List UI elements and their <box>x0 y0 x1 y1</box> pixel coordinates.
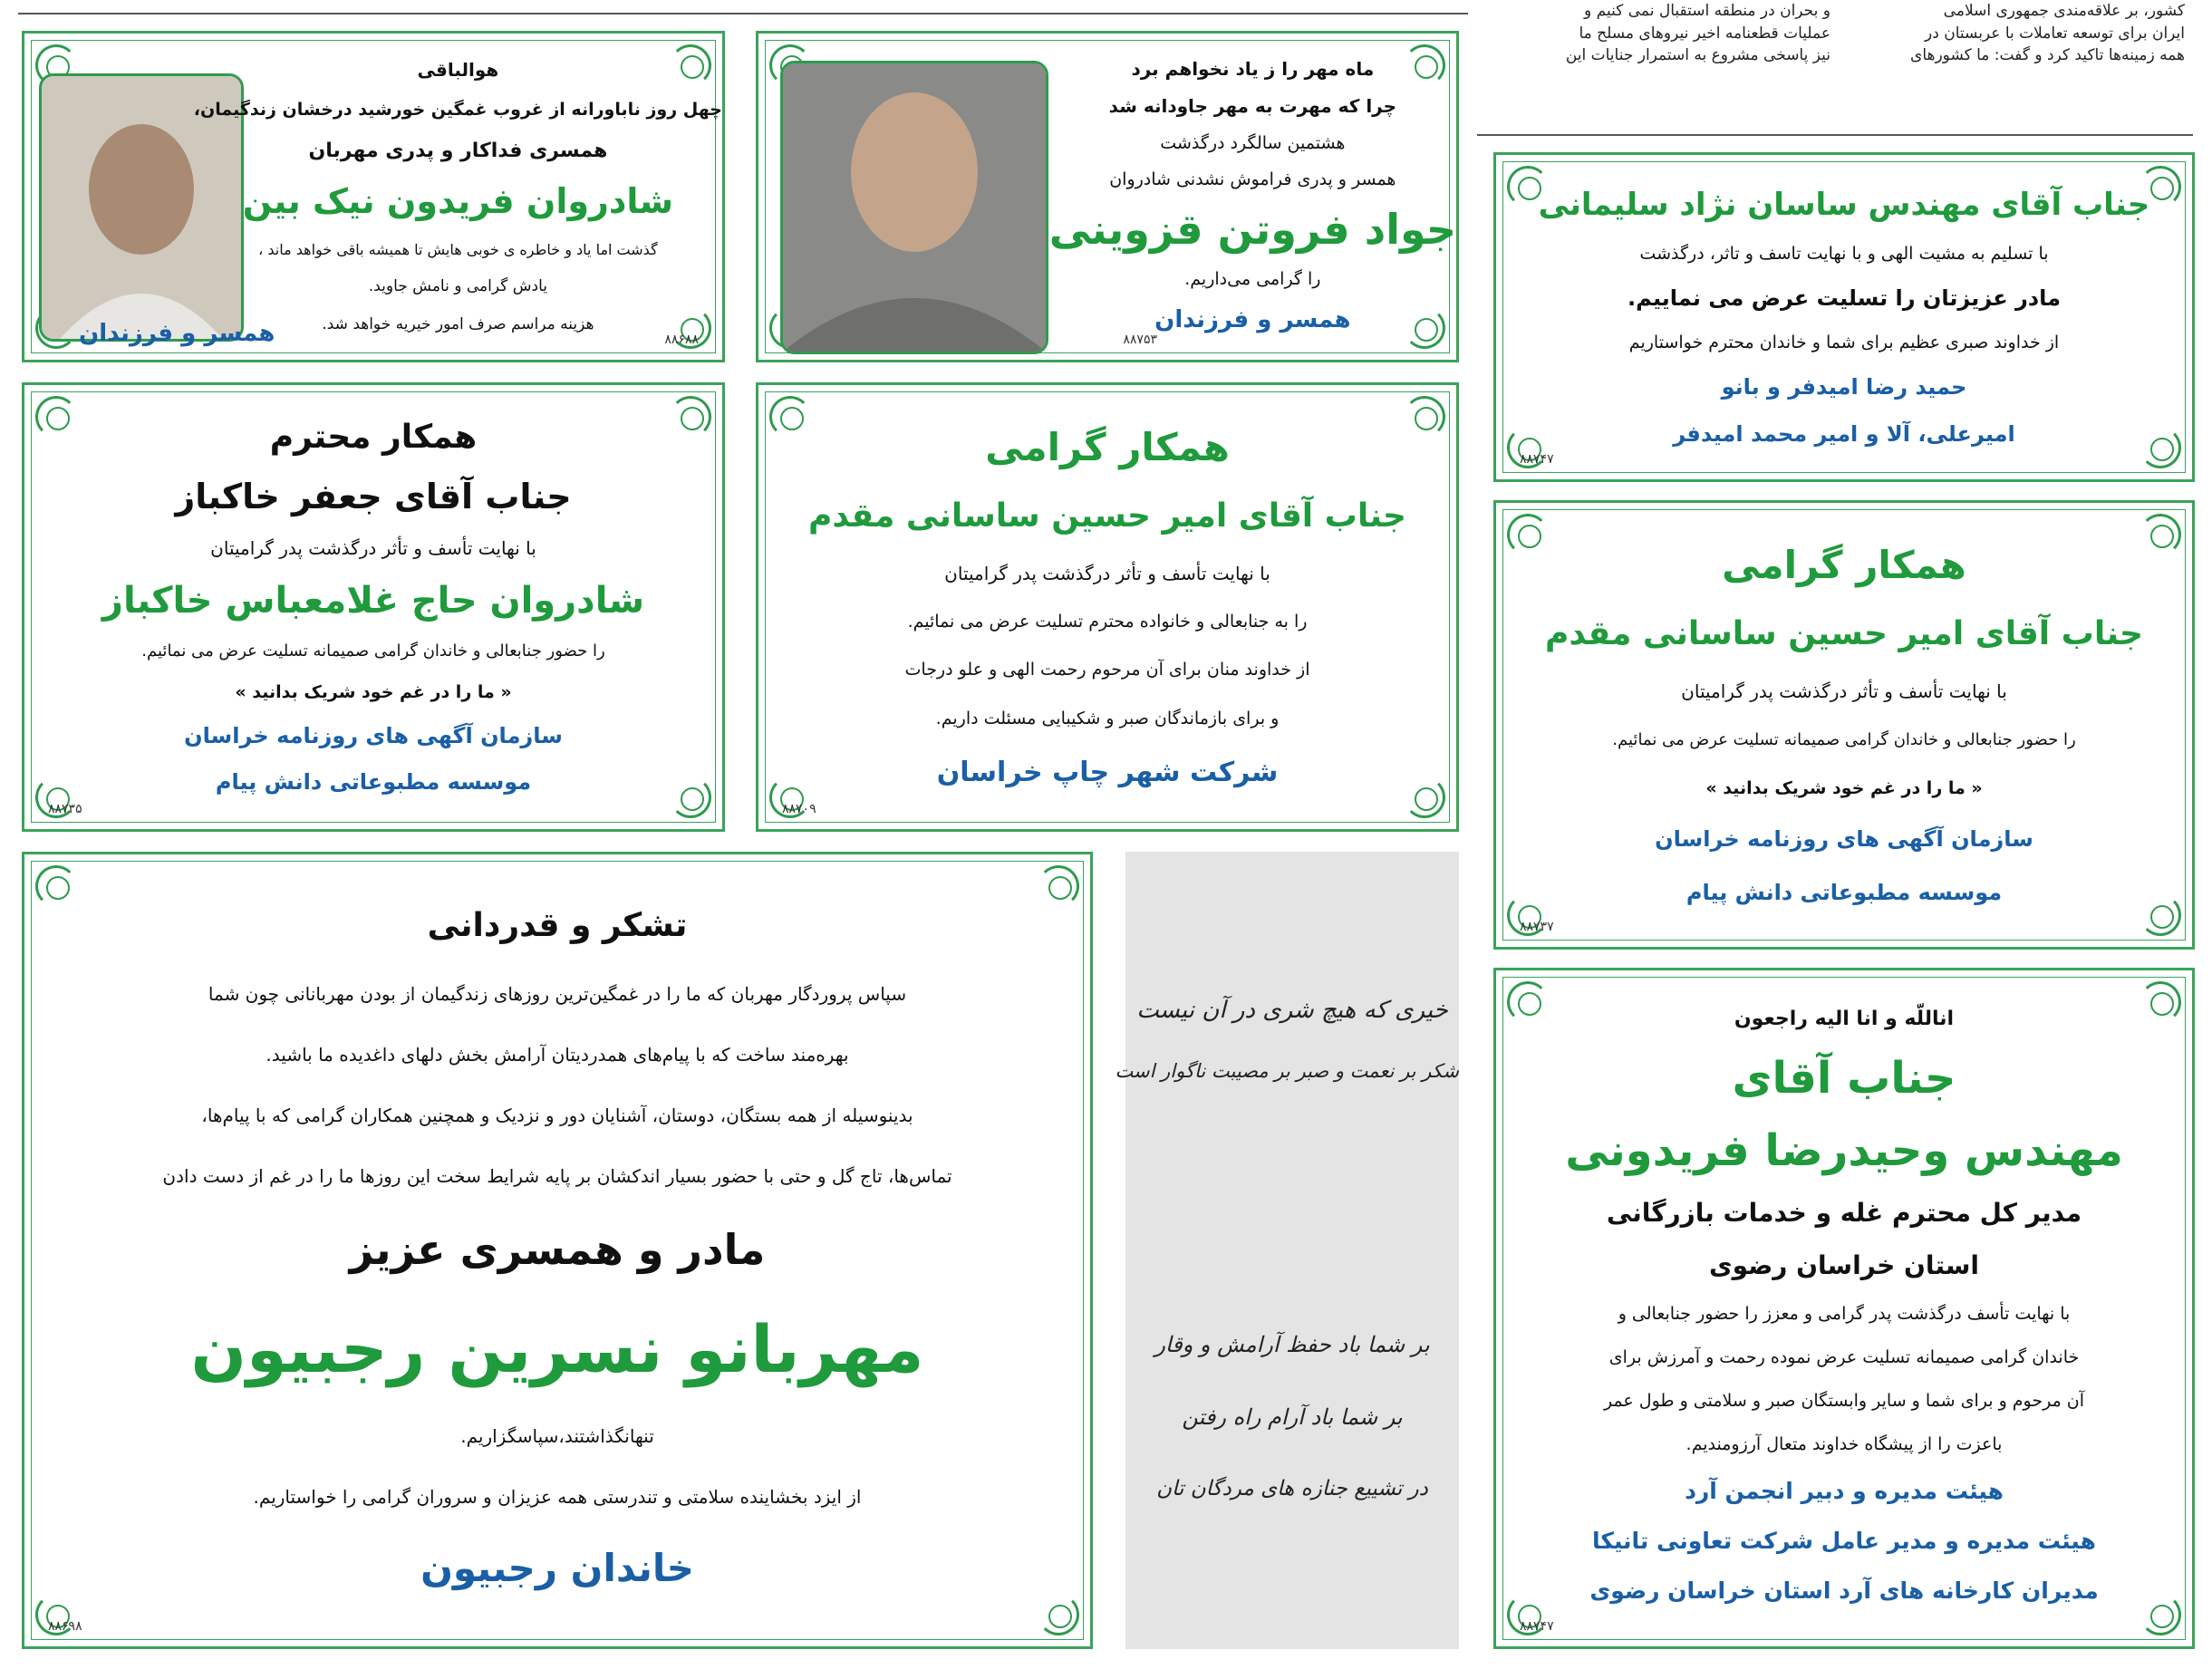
condolence-ad-sasani-chap <box>756 382 1459 832</box>
poem-line: چرا که مهرت به مهر جاودانه شد <box>1108 95 1397 118</box>
deceased-name: شادروان حاج غلامعباس خاکباز <box>101 579 645 622</box>
top-rule-left <box>18 13 1468 14</box>
thanks-ad-rajabioun <box>22 852 1093 1649</box>
corner-ornament-icon <box>1038 865 1079 907</box>
text-line: چهل روز ناباورانه از غروب غمگین خورشید درخشان زندگیمان، <box>193 100 722 121</box>
heading: همکار گرامی <box>985 425 1230 470</box>
news-line: کشور، بر علاقه‌مندی جمهوری اسلامی <box>1943 2 2185 20</box>
signature: موسسه مطبوعاتی دانش پیام <box>1686 880 2003 906</box>
text-line: از ایزد بخشاینده سلامتی و تندرستی همه عزیزان و سروران گرامی را خواستاریم. <box>253 1486 862 1509</box>
portrait-icon <box>783 63 1046 352</box>
condolence-ad-soleimani <box>1493 152 2195 482</box>
text-line: یادش گرامی و نامش جاوید. <box>368 277 547 296</box>
signature: حمید رضا امیدفر و بانو <box>1721 374 1967 400</box>
calligraphy-line: شکر بر نعمت و صبر بر مصیبت ناگوار است <box>1115 1060 1459 1082</box>
obituary-ad-qazvini <box>756 31 1459 362</box>
text-line: خاندان گرامی صمیمانه تسلیت عرض نموده رحمت و آمرزش برای <box>1608 1347 2080 1368</box>
text-line: از خداوند صبری عظیم برای شما و خاندان محترم خواستاریم <box>1628 333 2060 353</box>
news-column-left <box>1845 0 2185 67</box>
heading: همکار گرامی <box>1722 543 1966 588</box>
obituary-ad-nikbin <box>22 31 725 362</box>
text-line: را حضور جنابعالی و خاندان گرامی صمیمانه تسلیت عرض می نمائیم. <box>1612 730 2076 750</box>
heading: هوالباقی <box>417 59 499 82</box>
ad-code: ۸۸۷۳۵ <box>48 802 82 816</box>
text-line: را به جنابعالی و خانواده محترم تسلیت عرض می نمائیم. <box>907 612 1308 632</box>
signature: سازمان آگهی های روزنامه خراسان <box>1655 826 2033 853</box>
recipient-name: جناب آقای امیر حسین ساسانی مقدم <box>1545 615 2143 653</box>
text-line: مادر عزیزتان را تسلیت عرض می نماییم. <box>1628 285 2061 312</box>
deceased-name: مهربانو نسرین رجبیون <box>190 1310 924 1387</box>
ad-code: ۸۸۷۵۳ <box>1123 333 1157 347</box>
calligraphy-box <box>1115 852 1459 1649</box>
text-line: سپاس پروردگار مهربان که ما را در غمگین‌ترین روزهای زندگیمان از بودن مهربانانی چون شما <box>208 983 907 1006</box>
recipient-name: جناب آقای مهندس ساسان نژاد سلیمانی <box>1538 186 2150 223</box>
text-line: با نهایت تأسف و تأثر درگذشت پدر گرامیتان <box>210 536 536 559</box>
news-line: و بحران در منطقه استقبال نمی کنیم و <box>1584 2 1830 20</box>
calligraphy-line: خیری که هیچ شری در آن نیست <box>1136 997 1448 1024</box>
signature: سازمان آگهی های روزنامه خراسان <box>184 723 563 749</box>
text-line: « ما را در غم خود شریک بدانید » <box>235 681 512 702</box>
recipient-name: مهندس وحیدرضا فریدونی <box>1565 1124 2123 1176</box>
condolence-ad-khakbaz <box>22 382 725 832</box>
poem-line: ماه مهر را ز یاد نخواهم برد <box>1131 57 1375 80</box>
ad-code: ۸۸۶۸۸ <box>664 333 699 347</box>
calligraphy-line: بر شما باد آرام راه رفتن <box>1182 1404 1403 1430</box>
calligraphy-line: بر شما باد حفظ آرامش و وقار <box>1154 1332 1430 1357</box>
text-line: آن مرحوم و برای شما و سایر وابستگان صبر و سلامتی و طول عمر <box>1603 1391 2085 1412</box>
signature: خاندان رجبیون <box>420 1546 694 1591</box>
ad-code: ۸۸۷۰۹ <box>782 802 816 816</box>
text-line: هزینه مراسم صرف امور خیریه خواهد شد. <box>322 314 594 333</box>
text-line: هشتمین سالگرد درگذشت <box>1160 132 1346 153</box>
text-line: گذشت اما یاد و خاطره ی خوبی هایش تا همیشه باقی خواهد ماند ، <box>258 240 658 258</box>
news-line: ایران برای توسعه تعاملات با عربستان در <box>1925 24 2185 43</box>
news-line: نیز پاسخی مشروع به استمرار جنایات این <box>1565 46 1830 65</box>
text-line: « ما را در غم خود شریک بدانید » <box>1705 777 1983 798</box>
text-line: از خداوند منان برای آن مرحوم رحمت الهی و علو درجات <box>904 660 1310 680</box>
signature: شرکت شهر چاپ خراسان <box>936 756 1279 788</box>
signature: امیرعلی، آلا و امیر محمد امیدفر <box>1673 420 2015 447</box>
text-line: با نهایت تأسف و تأثر درگذشت پدر گرامیتان <box>944 562 1270 584</box>
text-line: باعزت را از پیشگاه خداوند متعال آرزومندیم. <box>1686 1434 2003 1455</box>
news-line: همه زمینه‌ها تاکید کرد و گفت: ما کشورهای <box>1910 46 2185 65</box>
text-line: تنهانگذاشتند،سپاسگزاریم. <box>460 1425 654 1448</box>
signature: همسر و فرزندان <box>79 320 275 348</box>
text-line: همسری فداکار و پدری مهربان <box>308 140 608 163</box>
corner-ornament-icon <box>1038 1594 1079 1635</box>
news-line: عملیات قطعنامه اخیر نیروهای مسلح ما <box>1579 24 1830 43</box>
text-line: بهره‌مند ساخت که با پیام‌های همدردیتان آرامش بخش دلهای داغدیده ما باشید. <box>266 1044 849 1066</box>
condolence-ad-fereidouni <box>1493 968 2195 1649</box>
recipient-name: جناب آقای امیر حسین ساسانی مقدم <box>808 497 1406 535</box>
text-line: را حضور جنابعالی و خاندان گرامی صمیمانه تسلیت عرض می نمائیم. <box>141 642 605 661</box>
signature: همسر و فرزندان <box>1154 305 1351 333</box>
signature: موسسه مطبوعاتی دانش پیام <box>215 769 532 796</box>
text-line: را گرامی می‌داریم. <box>1184 269 1321 290</box>
news-column-right <box>1504 0 1830 67</box>
signature: هیئت مدیره و مدیر عامل شرکت تعاونی تانیکا <box>1592 1528 2096 1555</box>
subheading: مادر و همسری عزیز <box>349 1225 766 1275</box>
recipient-title: جناب آقای <box>1732 1052 1956 1104</box>
signature: مدیران کارخانه های آرد استان خراسان رضوی <box>1589 1577 2099 1604</box>
text-line: با نهایت تأسف و تأثر درگذشت پدر گرامیتان <box>1681 680 2007 703</box>
ad-code: ۸۸۷۴۷ <box>1520 452 1554 467</box>
corner-ornament-icon <box>35 865 77 907</box>
deceased-name: جواد فروتن قزوینی <box>1048 205 1456 255</box>
recipient-name: جناب آقای جعفر خاکباز <box>175 476 572 516</box>
text-line: بدینوسیله از همه بستگان، دوستان، آشنایان دور و نزدیک و همچنین همکاران گرامی که با پیام‌ها، <box>201 1105 913 1127</box>
text-line: استان خراسان رضوی <box>1709 1249 1980 1280</box>
condolence-ad-sasani-khorasan <box>1493 500 2195 950</box>
heading: اناللّه و انا الیه راجعون <box>1734 1007 1955 1030</box>
ad-code: ۸۸۷۴۷ <box>1520 1619 1554 1634</box>
ad-code: ۸۸۷۳۷ <box>1520 920 1554 934</box>
text-line: مدیر کل محترم غله و خدمات بازرگانی <box>1606 1197 2082 1228</box>
text-line: تماس‌ها، تاج گل و حتی با حضور بسیار اندکشان بر پایه شرایط سخت این روزها ما را در غم از دست دادن <box>162 1165 952 1188</box>
text-line: با تسلیم به مشیت الهی و با نهایت تاسف و تاثر، درگذشت <box>1639 244 2049 265</box>
deceased-name: شادروان فریدون نیک بین <box>242 181 674 222</box>
signature: هیئت مدیره و دبیر انجمن آرد <box>1685 1478 2004 1505</box>
text-line: با نهایت تأسف درگذشت پدر گرامی و معزز را حضور جنابعالی و <box>1618 1303 2071 1324</box>
text-line: همسر و پدری فراموش نشدنی شادروان <box>1109 169 1396 189</box>
top-rule-right <box>1477 134 2193 136</box>
heading: همکار محترم <box>269 419 478 457</box>
heading: تشکر و قدردانی <box>427 906 688 944</box>
portrait-photo <box>780 61 1048 354</box>
text-line: و برای بازماندگان صبر و شکیبایی مسئلت داریم. <box>935 708 1280 728</box>
calligraphy-line: در تشییع جنازه های مردگان تان <box>1156 1477 1428 1500</box>
ad-code: ۸۸۶۹۸ <box>48 1619 82 1634</box>
